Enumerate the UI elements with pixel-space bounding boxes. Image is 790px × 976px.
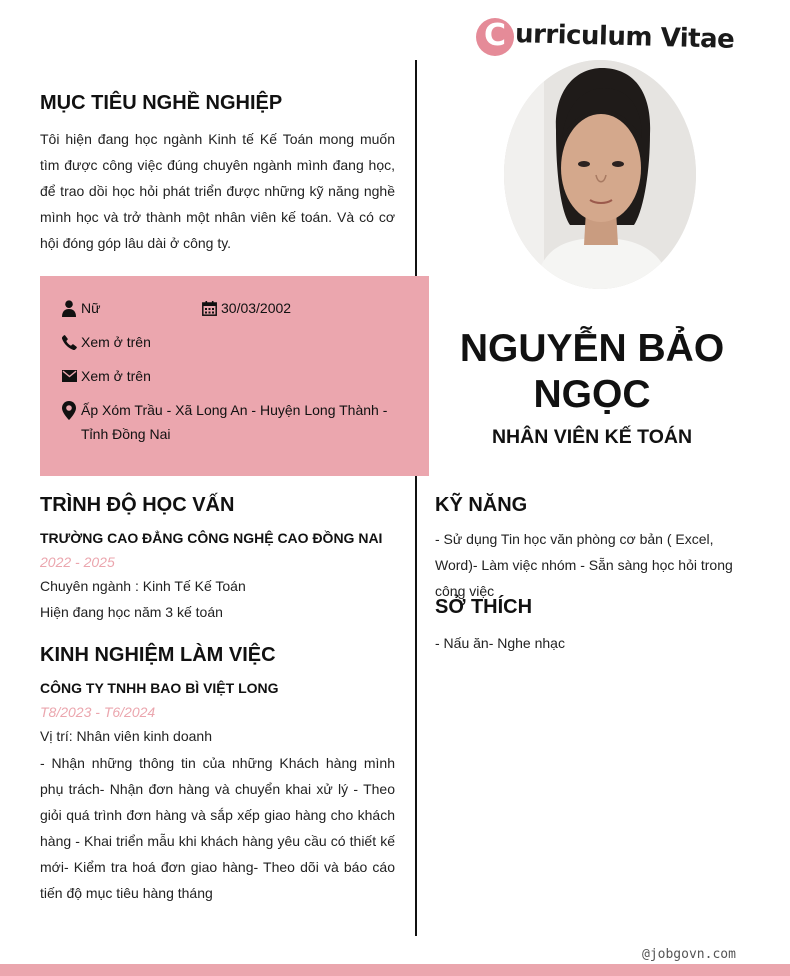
profile-photo [504,60,696,289]
full-name [440,326,744,418]
objective-title: MỤC TIÊU NGHỀ NGHIỆP [40,92,283,114]
hobbies-title: SỞ THÍCH [435,596,533,618]
user-icon [60,296,78,320]
address-value: Ấp Xóm Trầu - Xã Long An - Huyện Long Thành - Tỉnh Đồng Nai [81,402,388,442]
birthday-value: 30/03/2002 [221,300,292,316]
calendar-icon [200,296,218,320]
objective-text: Tôi hiện đang học ngành Kinh tế Kế Toán mong muốn tìm được công việc đúng chuyên ngành mình đang học, để trao dồi học hỏi phát triển được những kỹ năng nghề mình học và trở thành một nhân viên kế toán. Và có cơ hội đóng góp lâu dài ở công ty. [40,131,395,251]
watermark: @jobgovn.com [642,947,736,962]
school-name: TRƯỜNG CAO ĐẲNG CÔNG NGHỆ CAO ĐỒNG NAI [40,530,383,546]
footer-bar [0,964,790,976]
personal-info-box [40,276,429,476]
birthday-row [200,296,291,320]
logo-initial: C [483,18,507,53]
phone-row [60,330,151,354]
logo-text: urriculum Vitae [514,19,735,55]
name-line-2: NGỌC [533,373,651,416]
job-title: NHÂN VIÊN KẾ TOÁN [491,426,693,448]
gender-value: Nữ [81,300,101,316]
experience-description: - Nhận những thông tin của những Khách hàng mình phụ trách- Nhận đơn hàng và chuyển khai xử lý - Theo giỏi quá trình đơn hàng và sắp xếp giao hàng cho khách hàng - Khai triển mẫu khi khách hàng yêu cầu có thiết kế mới- Kiểm tra hoá đơn giao hàng- Theo dõi và báo cáo tiến độ mục tiêu hàng tháng [40,755,395,901]
curriculum-vitae-logo [476,16,734,58]
column-divider [415,60,417,936]
hobbies-text: - Nấu ăn- Nghe nhạc [435,635,565,651]
education-period: 2022 - 2025 [40,554,115,570]
email-row [60,364,151,388]
address-row [60,398,390,446]
phone-value: Xem ở trên [81,334,151,350]
company-name: CÔNG TY TNHH BAO BÌ VIỆT LONG [40,680,279,696]
logo-circle [476,18,514,56]
experience-position: Vị trí: Nhân viên kinh doanh [40,728,212,744]
name-line-1: NGUYỄN BẢO [459,327,725,370]
skills-text: - Sử dụng Tin học văn phòng cơ bản ( Excel, Word)- Làm việc nhóm - Sẵn sàng học hỏi trong công việc [435,531,733,599]
skills-title: KỸ NĂNG [435,494,528,516]
education-status: Hiện đang học năm 3 kế toán [40,604,223,620]
phone-icon [60,330,78,354]
education-major: Chuyên ngành : Kinh Tế Kế Toán [40,578,246,594]
experience-title: KINH NGHIỆM LÀM VIỆC [40,644,276,666]
location-pin-icon [60,398,78,422]
education-title: TRÌNH ĐỘ HỌC VẤN [40,494,235,516]
email-value: Xem ở trên [81,368,151,384]
mail-icon [60,364,78,388]
gender-row [60,296,100,320]
experience-period: T8/2023 - T6/2024 [40,704,156,720]
